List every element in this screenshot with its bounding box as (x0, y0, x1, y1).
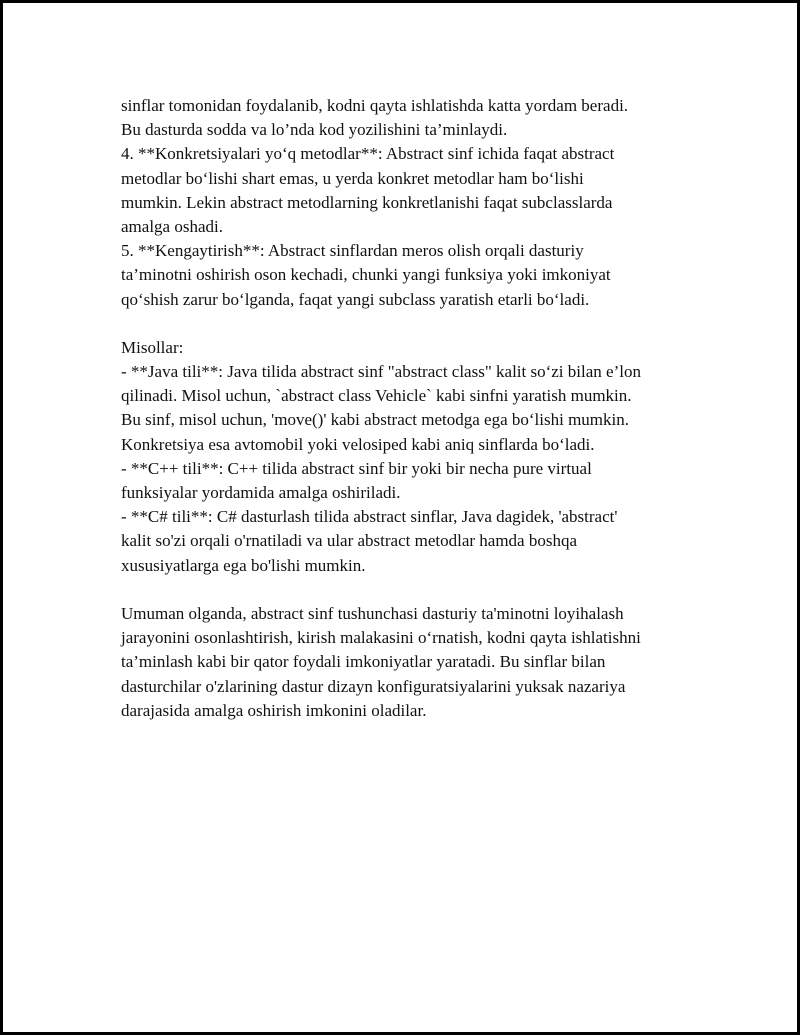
text-line: darajasida amalga oshirish imkonini oladilar. (121, 700, 427, 720)
text-line: ta’minotni oshirish oson kechadi, chunki yangi funksiya yoki imkoniyat (121, 265, 611, 285)
text-line: - **C++ tili**: C++ tilida abstract sinf bir yoki bir necha pure virtual (121, 458, 592, 478)
text-line: - **C# tili**: C# dasturlash tilida abstract sinflar, Java dagidek, 'abstract' (121, 507, 618, 527)
text-line: Konkretsiya esa avtomobil yoki velosiped kabi aniq sinflarda bo‘ladi. (121, 434, 595, 454)
text-line: qo‘shish zarur bo‘lganda, faqat yangi subclass yaratish etarli bo‘ladi. (121, 289, 590, 309)
text-line: Bu sinf, misol uchun, 'move()' kabi abstract metodga ega bo‘lishi mumkin. (121, 410, 630, 430)
paragraph-3 (121, 602, 721, 723)
text-line: qilinadi. Misol uchun, `abstract class Vehicle` kabi sinfni yaratish mumkin. (121, 386, 632, 406)
text-line: jarayonini osonlashtirish, kirish malakasini o‘rnatish, kodni qayta ishlatishni (121, 628, 641, 648)
text-line: Misollar: (121, 337, 184, 357)
text-line: xususiyatlarga ega bo'lishi mumkin. (121, 555, 366, 575)
text-line: 5. **Kengaytirish**: Abstract sinflardan meros olish orqali dasturiy (121, 241, 584, 261)
text-line: kalit so'zi orqali o'rnatiladi va ular abstract metodlar hamda boshqa (121, 531, 578, 551)
text-line: mumkin. Lekin abstract metodlarning konkretlanishi faqat subclasslarda (121, 192, 613, 212)
text-line: amalga oshadi. (121, 216, 223, 236)
text-line: funksiyalar yordamida amalga oshiriladi. (121, 483, 401, 502)
text-line: ta’minlash kabi bir qator foydali imkoniyatlar yaratadi. Bu sinflar bilan (121, 652, 606, 672)
text-line: Bu dasturda sodda va lo’nda kod yozilishini ta’minlaydi. (121, 120, 508, 140)
text-line: Umuman olganda, abstract sinf tushunchasi dasturiy ta'minotni loyihalash (121, 603, 624, 623)
text-line: 4. **Konkretsiyalari yo‘q metodlar**: Abstract sinf ichida faqat abstract (121, 144, 615, 164)
paragraph-spacer (121, 578, 721, 602)
paragraph-spacer (121, 312, 721, 336)
text-line: dasturchilar o'zlarining dastur dizayn konfiguratsiyalarini yuksak nazariya (121, 676, 626, 696)
paragraph-1 (121, 94, 721, 312)
paragraph-2 (121, 336, 721, 578)
text-line: - **Java tili**: Java tilida abstract sinf "abstract class" kalit so‘zi bilan e’lon (121, 362, 641, 382)
text-line: metodlar bo‘lishi shart emas, u yerda konkret metodlar ham bo‘lishi (121, 168, 584, 188)
document-body (121, 94, 721, 723)
text-line: sinflar tomonidan foydalanib, kodni qayta ishlatishda katta yordam beradi. (121, 96, 629, 115)
